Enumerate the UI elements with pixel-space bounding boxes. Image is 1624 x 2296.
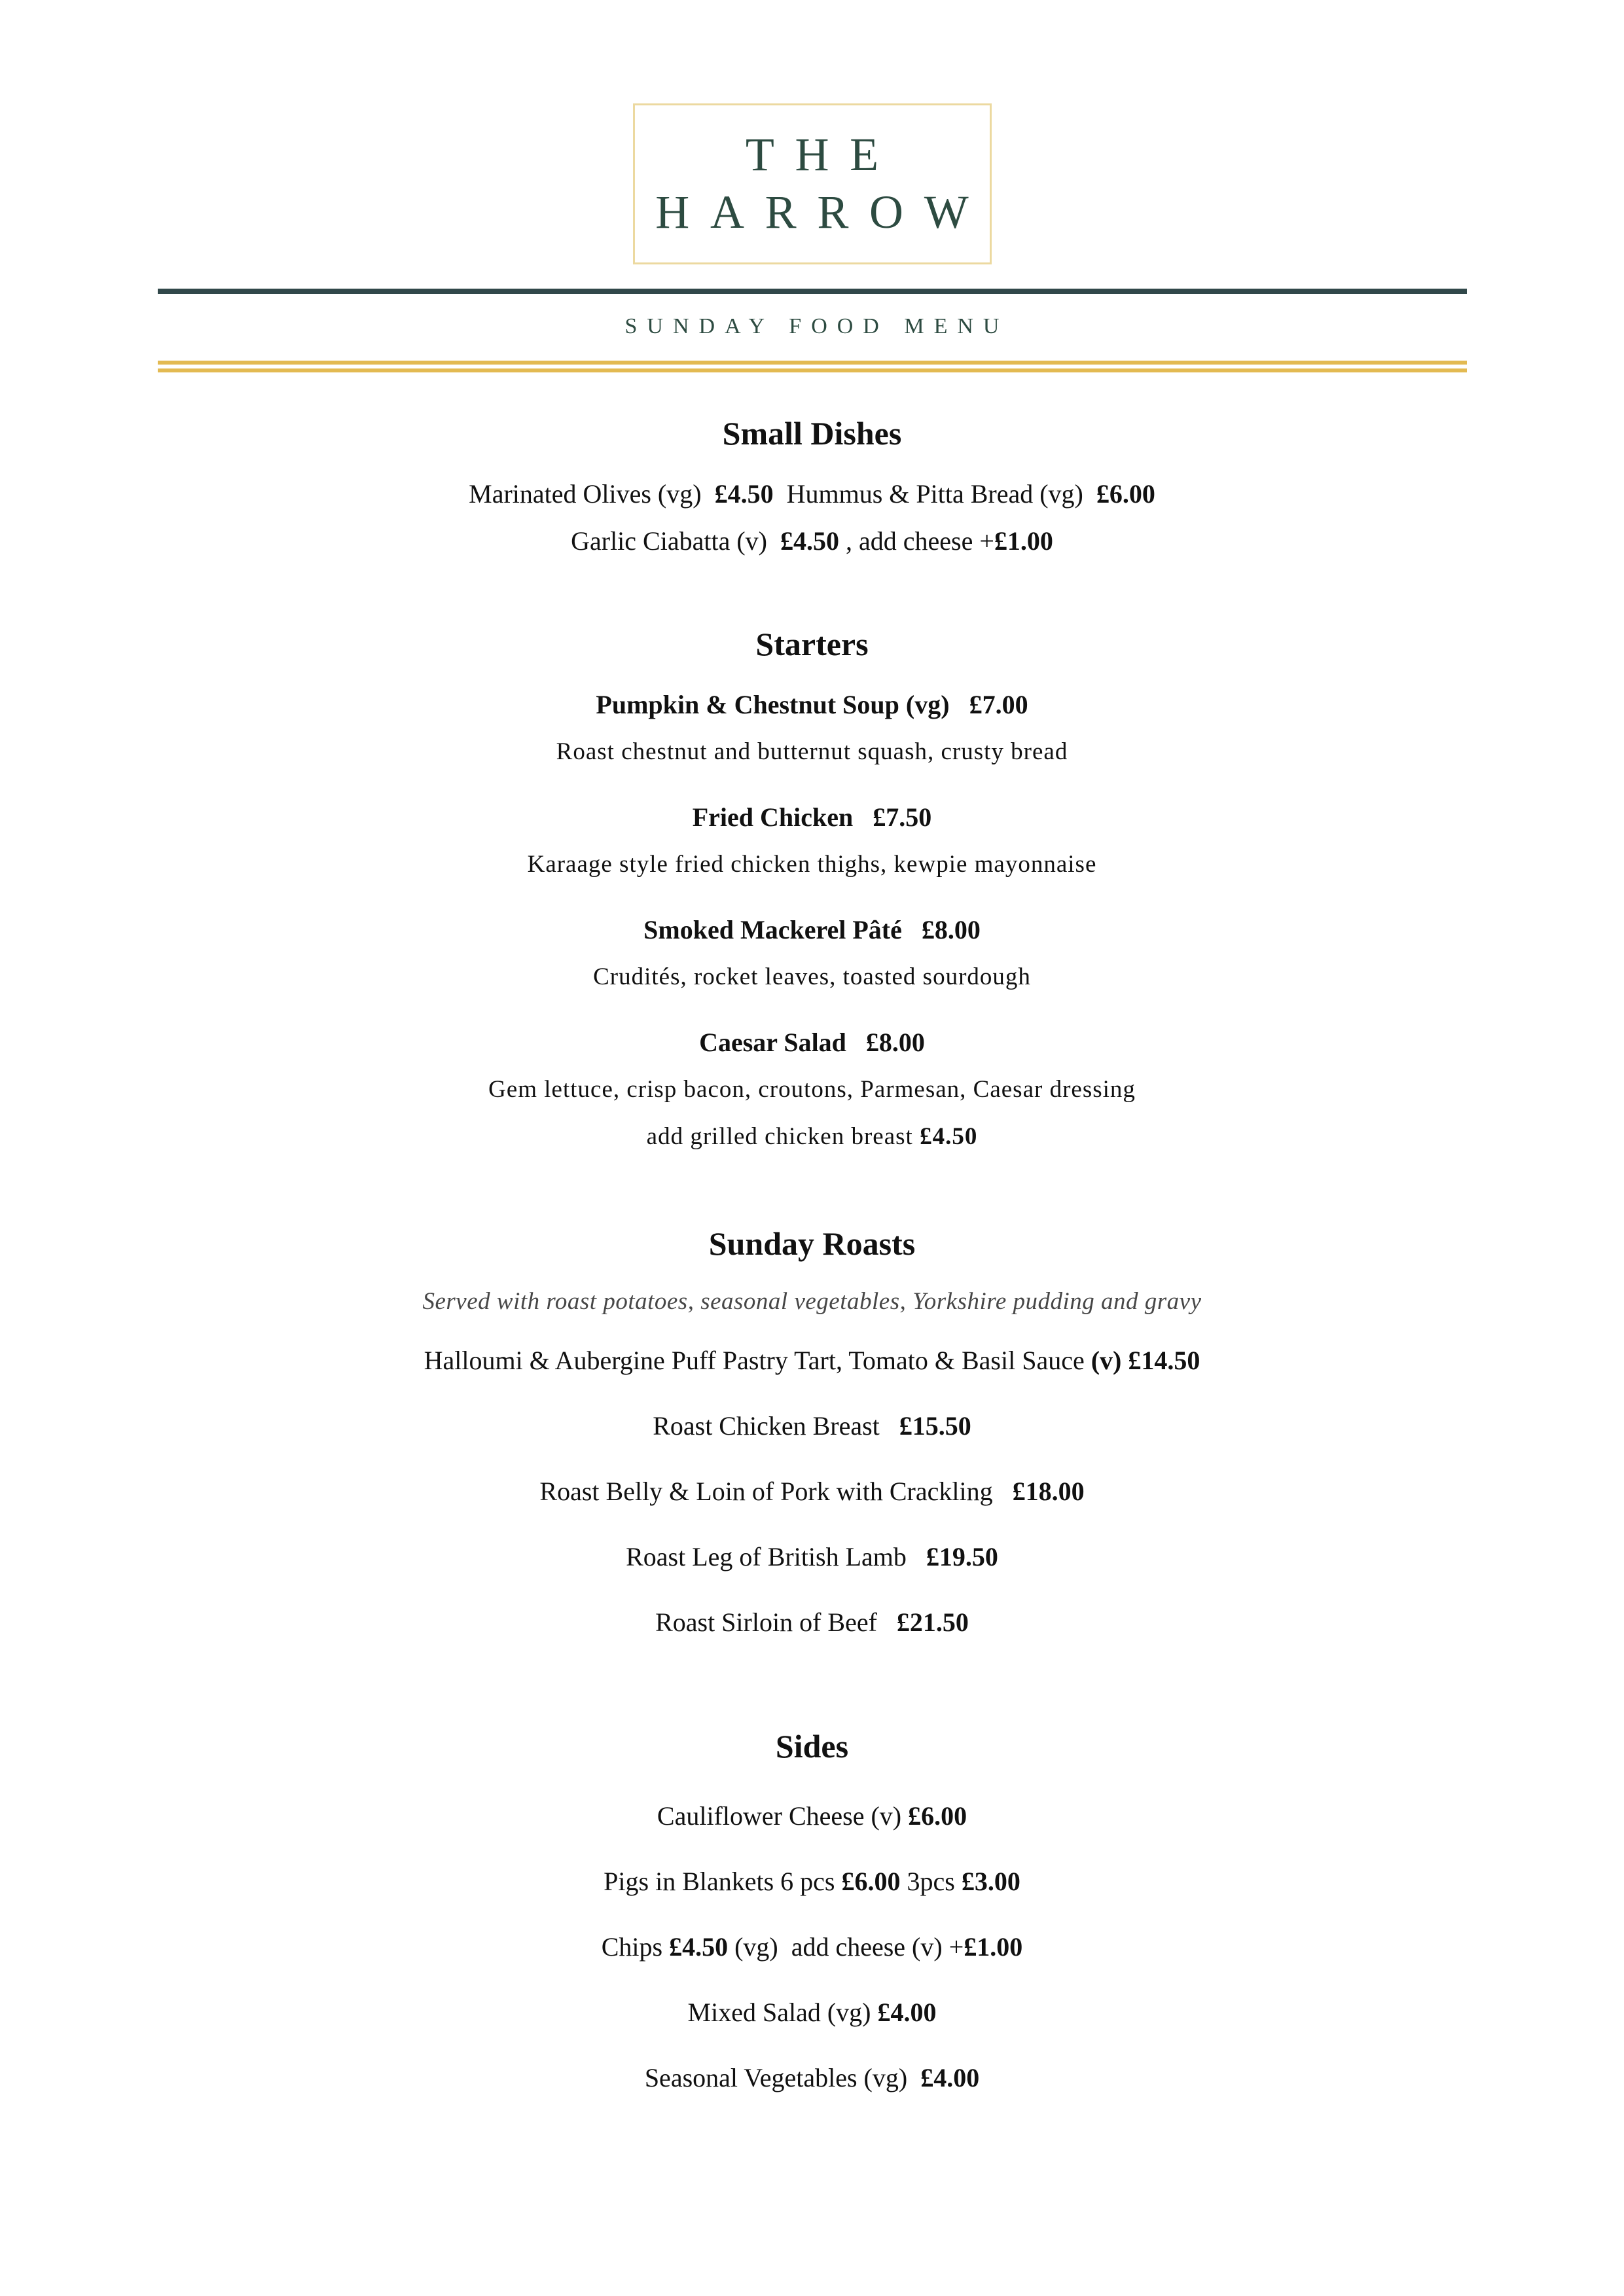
section-title-sunday-roasts: Sunday Roasts [708, 1225, 916, 1262]
menu-group [0, 681, 1624, 776]
dish-text: add grilled chicken breast [646, 1123, 920, 1150]
price-text: Smoked Mackerel Pâté [643, 915, 902, 944]
menu-line [0, 1590, 1624, 1655]
price-text: £18.00 [1012, 1477, 1085, 1506]
menu-line [0, 1019, 1624, 1066]
menu-line [0, 954, 1624, 1001]
dish-text: Mixed Salad (vg) [687, 1998, 878, 2027]
menu-group [0, 1784, 1624, 2111]
price-text: £4.50 [714, 479, 774, 509]
dish-text: Karaage style fried chicken thighs, kewpie mayonnaise [527, 851, 1097, 878]
section-sides [0, 1726, 1624, 2111]
dish-text: Hummus & Pitta Bread (vg) [773, 479, 1096, 509]
dish-text: Halloumi & Aubergine Puff Pastry Tart, Tomato & Basil Sauce [424, 1346, 1091, 1375]
dish-text: (vg) add cheese (v) + [728, 1932, 964, 1962]
menu-line [0, 471, 1624, 518]
menu-line [0, 1459, 1624, 1524]
menu-group [0, 1281, 1624, 1655]
dish-text: , add cheese + [839, 526, 994, 556]
price-text: £4.50 [669, 1932, 729, 1962]
price-text: £7.50 [873, 802, 932, 832]
divider-green-rule [158, 289, 1467, 294]
menu-line [0, 794, 1624, 841]
menu-sections [0, 413, 1624, 2111]
price-text: Pumpkin & Chestnut Soup (vg) [596, 690, 950, 719]
dish-text: Cauliflower Cheese (v) [657, 1801, 909, 1831]
price-text: £6.00 [1096, 479, 1155, 509]
price-text: £1.00 [964, 1932, 1023, 1962]
price-text: £19.50 [926, 1542, 998, 1571]
price-text: £6.00 [841, 1867, 901, 1896]
menu-line [0, 1066, 1624, 1113]
dish-text: Roast chestnut and butternut squash, crusty bread [556, 738, 1068, 765]
menu-line [0, 2045, 1624, 2111]
price-text: (v) [1091, 1346, 1122, 1375]
dish-text: Marinated Olives (vg) [469, 479, 715, 509]
section-note [0, 1281, 1624, 1323]
price-text: £8.00 [865, 1028, 925, 1057]
menu-line [0, 1784, 1624, 1849]
price-text: £4.50 [780, 526, 839, 556]
dish-text: Roast Leg of British Lamb [626, 1542, 926, 1571]
dish-text [1121, 1346, 1128, 1375]
menu-group [0, 906, 1624, 1001]
price-text: Fried Chicken [692, 802, 854, 832]
dish-text [846, 1028, 866, 1057]
menu-line [0, 1914, 1624, 1980]
dish-text [950, 690, 969, 719]
price-text: £15.50 [899, 1411, 971, 1441]
menu-line [0, 1980, 1624, 2045]
price-text: £14.50 [1128, 1346, 1200, 1375]
section-starters [0, 624, 1624, 1160]
price-text: £6.00 [908, 1801, 967, 1831]
menu-line [0, 841, 1624, 888]
menu-group [0, 794, 1624, 888]
dish-text: Served with roast potatoes, seasonal vegetables, Yorkshire pudding and gravy [422, 1288, 1202, 1315]
dish-text [902, 915, 922, 944]
price-text: £7.00 [969, 690, 1028, 719]
menu-line [0, 1328, 1624, 1393]
price-text: £4.50 [920, 1123, 978, 1150]
restaurant-logo [633, 103, 992, 264]
dish-text: Chips [601, 1932, 670, 1962]
price-text: £4.00 [920, 2063, 980, 2092]
menu-line [0, 681, 1624, 728]
price-text: Caesar Salad [699, 1028, 846, 1057]
dish-text: Seasonal Vegetables (vg) [644, 2063, 921, 2092]
section-title-starters: Starters [755, 626, 869, 662]
menu-line [0, 1849, 1624, 1914]
price-text: £1.00 [994, 526, 1053, 556]
logo-text-the: THE [745, 128, 899, 181]
menu-group [0, 1019, 1624, 1160]
menu-group [0, 471, 1624, 565]
dish-text: Garlic Ciabatta (v) [571, 526, 780, 556]
menu-line [0, 1113, 1624, 1160]
section-sunday-roasts [0, 1223, 1624, 1655]
menu-line [0, 518, 1624, 565]
dish-text: 3pcs [900, 1867, 962, 1896]
divider-gold-double-rule [158, 361, 1467, 372]
price-text: £3.00 [961, 1867, 1020, 1896]
price-text: £8.00 [921, 915, 981, 944]
section-small-dishes [0, 413, 1624, 565]
logo-text-harrow: HARROW [655, 186, 990, 238]
menu-line [0, 1524, 1624, 1590]
menu-line [0, 906, 1624, 954]
dish-text: Crudités, rocket leaves, toasted sourdough [593, 963, 1031, 990]
menu-subtitle: SUNDAY FOOD MENU [624, 314, 1009, 338]
dish-text: Roast Sirloin of Beef [655, 1607, 897, 1637]
dish-text: Roast Chicken Breast [653, 1411, 899, 1441]
dish-text: Pigs in Blankets 6 pcs [604, 1867, 842, 1896]
menu-line [0, 728, 1624, 776]
dish-text [853, 802, 873, 832]
section-title-small-dishes: Small Dishes [722, 415, 902, 452]
menu-line [0, 1393, 1624, 1459]
price-text: £4.00 [877, 1998, 937, 2027]
price-text: £21.50 [896, 1607, 969, 1637]
dish-text: Gem lettuce, crisp bacon, croutons, Parmesan, Caesar dressing [488, 1076, 1136, 1103]
section-title-sides: Sides [775, 1728, 849, 1765]
dish-text: Roast Belly & Loin of Pork with Crackling [539, 1477, 1013, 1506]
